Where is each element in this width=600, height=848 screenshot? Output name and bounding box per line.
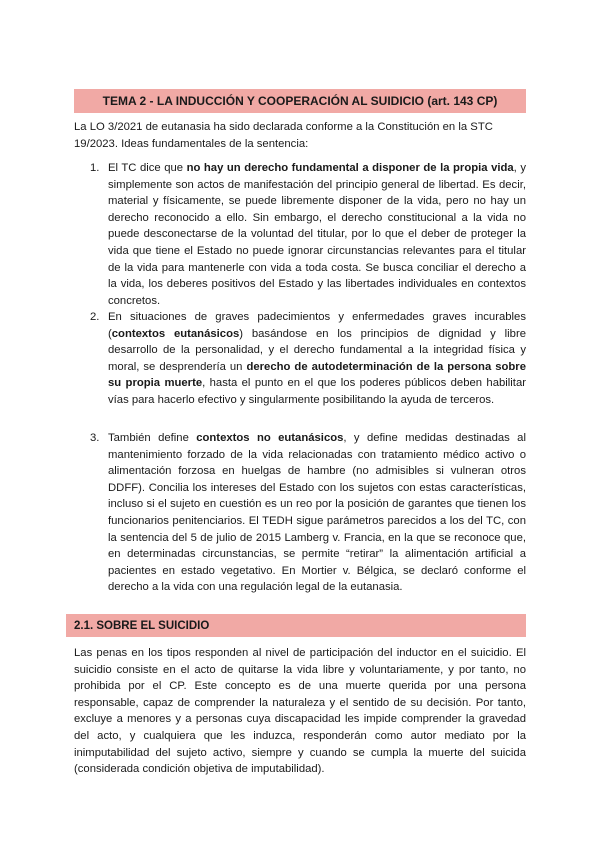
list-number: 2.	[90, 311, 100, 323]
list-text	[108, 309, 526, 409]
list-text	[108, 430, 526, 596]
bold-run: no hay un derecho fundamental a disponer de la propia vida	[186, 162, 514, 174]
text-run: , hasta el punto en el que los poderes públicos deben habilitar vías para hacerlo efectivo y singularmente posibilitando la ayuda de terceros.	[108, 377, 526, 406]
list-number: 1.	[90, 162, 100, 174]
text-run: En situaciones de graves padecimientos y enfermedades graves incurables (	[108, 311, 526, 340]
section-heading: 2.1. SOBRE EL SUICIDIO	[66, 614, 526, 637]
bold-run: contextos eutanásicos	[111, 327, 240, 340]
list-number: 3.	[90, 432, 100, 444]
text-run: El TC dice que	[108, 162, 187, 174]
text-run: , y simplemente son actos de manifestación del principio general de libertad. Es decir, material y físicamente, se puede libremente disponer de la vida, pero no hay un derecho reconocido a ello. Sin embargo, el derecho constitucional a la vida no puede desconectarse de la voluntad del titular, por lo que el deber de proteger la vida que tiene el Estado no puede ignorar circunstancias relevantes para el titular de la vida para mantenerle con vida a toda costa. Se busca conciliar el derecho a la vida, los deberes positivos del Estado y las libertades individuales en contextos concretos.	[108, 162, 526, 307]
list-item	[74, 309, 526, 409]
page-title: TEMA 2 - LA INDUCCIÓN Y COOPERACIÓN AL SUIDICIO (art. 143 CP)	[74, 89, 526, 113]
text-run: , y define medidas destinadas al mantenimiento forzado de la vida relacionadas con tratamiento médico activo o alimentación forzosa en huelgas de hambre (no admisibles si vulneran otros DDFF). Concilia los intereses del Estado con los sujetos con estas características, incluso si el sujeto en cuestión es un reo por la posición de garantes que tienen los funcionarios penitenciarios. El TEDH sigue parámetros parecidos a los del TC, con la sentencia del 5 de julio de 2015 Lamberg v. Francia, en la que se reconoce que, en determinadas circunstancias, se permite “retirar” la alimentación artificial a pacientes en estado vegetativo. En Mortier v. Bélgica, se declaró conforme el derecho a la vida con una regulación legal de la eutanasia.	[108, 432, 526, 594]
list-text	[108, 160, 526, 309]
intro-paragraph: La LO 3/2021 de eutanasia ha sido declarada conforme a la Constitución en la STC 19/2023. Ideas fundamentales de la sentencia:	[74, 121, 493, 150]
text-run: ) basándose en los principios de dignidad y libre desarrollo de la personalidad, y el derecho fundamental a la integridad física y moral, se desprendería un	[108, 327, 527, 373]
list-item	[74, 160, 526, 309]
text-run: También define	[108, 432, 197, 444]
list-item	[74, 430, 526, 596]
bold-run: contextos no eutanásicos	[196, 432, 344, 444]
section-paragraph: Las penas en los tipos responden al nivel de participación del inductor en el suicidio. El suicidio consiste en el acto de quitarse la vida libre y voluntariamente, y por tanto, no prohibida por el CP. Este concepto es de una muerte querida por una persona responsable, capaz de comprender la naturaleza y el sentido de su decisión. Por tanto, excluye a menores y a personas cuya discapacidad les impide comprender la gravedad del acto, y cualquiera que les induzca, responderán como autor mediato por la inimputabilidad del sujeto activo, siempre y cuando se cumpla la muerte del suicida (considerada condición objetiva de imputabilidad).	[74, 647, 526, 776]
bold-run: derecho de autodeterminación de la persona sobre su propia muerte	[108, 360, 526, 390]
